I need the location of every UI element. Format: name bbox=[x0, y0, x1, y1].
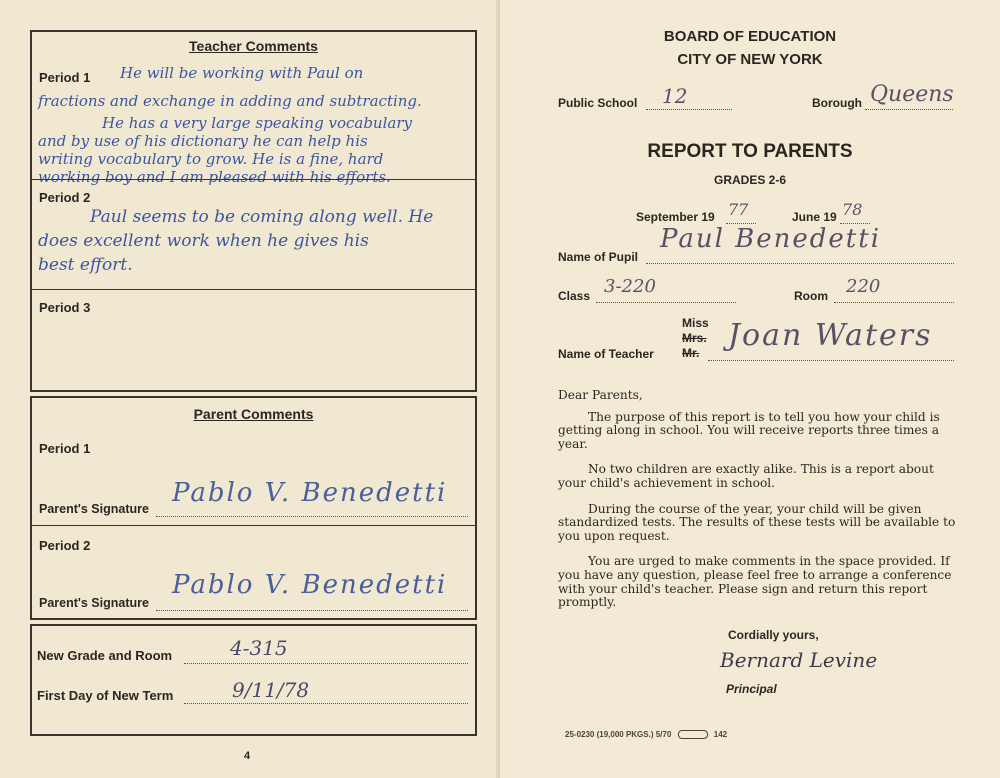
borough-line bbox=[865, 109, 953, 110]
page-number: 4 bbox=[244, 750, 251, 762]
title-mr: Mr. bbox=[682, 346, 700, 360]
public-school-line bbox=[646, 109, 732, 110]
closing: Cordially yours, bbox=[728, 628, 819, 642]
parent-signature-1: Pablo V. Benedetti bbox=[172, 478, 448, 508]
new-grade-room-label: New Grade and Room bbox=[37, 648, 173, 663]
new-term-box bbox=[30, 624, 477, 736]
parent-signature-label-1: Parent's Signature bbox=[39, 502, 149, 516]
teacher-line bbox=[708, 360, 954, 361]
september-label: September 19 bbox=[636, 210, 715, 224]
first-day-value: 9/11/78 bbox=[232, 678, 310, 702]
letter-paragraph-1: The purpose of this report is to tell you how your child is getting along in school. You will receive reports three times a year. bbox=[558, 409, 940, 451]
title-mrs: Mrs. bbox=[682, 331, 707, 345]
new-grade-room-line bbox=[184, 663, 468, 664]
right-page bbox=[500, 0, 1000, 778]
letter-body bbox=[558, 389, 958, 622]
union-label-ornament-icon bbox=[678, 730, 708, 739]
pupil-label: Name of Pupil bbox=[558, 250, 639, 264]
public-school-label: Public School bbox=[558, 96, 638, 110]
class-line bbox=[596, 302, 736, 303]
teacher-comments-heading: Teacher Comments bbox=[189, 38, 318, 54]
footer-number: 142 bbox=[713, 730, 728, 739]
letter-paragraph-2: No two children are exactly alike. This is a report about your child's achievement in school. bbox=[558, 462, 934, 490]
teacher-period-1-comment-line-1: He will be working with Paul on bbox=[120, 64, 364, 82]
borough-label: Borough bbox=[812, 96, 862, 110]
parent-period-2-label: Period 2 bbox=[39, 538, 91, 553]
teacher-value: Joan Waters bbox=[728, 318, 933, 353]
grades-subtitle: GRADES 2-6 bbox=[713, 173, 787, 187]
room-value: 220 bbox=[846, 276, 881, 297]
principal-signature: Bernard Levine bbox=[720, 648, 878, 672]
teacher-period-1-comment-line-5: writing vocabulary to grow. He is a fine, hard bbox=[38, 150, 384, 168]
teacher-period-1-comment-line-4: and by use of his dictionary he can help his bbox=[38, 132, 368, 150]
pupil-line bbox=[646, 263, 954, 264]
parent-signature-label-2: Parent's Signature bbox=[39, 596, 149, 610]
teacher-period-2-comment-line-3: best effort. bbox=[38, 255, 133, 275]
teacher-period-2-section bbox=[32, 179, 475, 290]
footer-code: 25-0230 (19,000 PKGS.) 5/70 bbox=[565, 730, 672, 739]
letter-paragraph-4: You are urged to make comments in the space provided. If you have any question, please feel free to arrange a conference with your child's teacher. Please sign and return this report promptly. bbox=[558, 554, 952, 610]
teacher-period-1-comment-line-3: He has a very large speaking vocabulary bbox=[102, 114, 412, 132]
board-line-1: BOARD OF EDUCATION bbox=[663, 28, 837, 45]
parent-comments-heading: Parent Comments bbox=[193, 406, 314, 422]
parent-signature-line-1 bbox=[156, 516, 468, 517]
first-day-label: First Day of New Term bbox=[37, 688, 174, 703]
borough-value: Queens bbox=[870, 82, 954, 107]
letter-paragraph-3: During the course of the year, your child will be given standardized tests. The results of these tests will be available to you upon request. bbox=[558, 501, 956, 543]
teacher-period-2-label: Period 2 bbox=[39, 190, 91, 205]
parent-signature-2: Pablo V. Benedetti bbox=[172, 570, 448, 600]
title-miss: Miss bbox=[682, 316, 709, 330]
teacher-period-3-section bbox=[32, 289, 475, 393]
teacher-period-2-comment-line-2: does excellent work when he gives his bbox=[38, 231, 369, 251]
parent-comments-box bbox=[30, 396, 477, 620]
room-line bbox=[834, 302, 954, 303]
salutation: Dear Parents, bbox=[558, 388, 643, 402]
june-value: 78 bbox=[842, 200, 863, 219]
class-label: Class bbox=[558, 289, 591, 303]
september-value: 77 bbox=[728, 200, 749, 219]
room-label: Room bbox=[794, 289, 828, 303]
board-line-2: CITY OF NEW YORK bbox=[677, 51, 823, 68]
teacher-label: Name of Teacher bbox=[558, 347, 654, 361]
class-value: 3-220 bbox=[604, 276, 656, 297]
june-label: June 19 bbox=[792, 210, 837, 224]
report-title: REPORT TO PARENTS bbox=[647, 141, 853, 162]
parent-period-1-label: Period 1 bbox=[39, 441, 91, 456]
footer bbox=[565, 730, 727, 739]
principal-label: Principal bbox=[726, 682, 777, 696]
first-day-line bbox=[184, 703, 468, 704]
parent-period-2-section bbox=[32, 525, 475, 621]
new-grade-room-value: 4-315 bbox=[230, 636, 288, 660]
teacher-period-1-comment-line-6: working boy and I am pleased with his efforts. bbox=[38, 168, 391, 186]
parent-signature-line-2 bbox=[156, 610, 468, 611]
public-school-value: 12 bbox=[662, 84, 688, 108]
pupil-value: Paul Benedetti bbox=[660, 224, 882, 254]
teacher-period-2-comment-line-1: Paul seems to be coming along well. He bbox=[90, 207, 434, 227]
teacher-period-1-comment-line-2: fractions and exchange in adding and subtracting. bbox=[38, 92, 422, 110]
teacher-comments-box bbox=[30, 30, 477, 392]
teacher-period-1-label: Period 1 bbox=[39, 70, 91, 85]
teacher-period-3-label: Period 3 bbox=[39, 300, 91, 315]
